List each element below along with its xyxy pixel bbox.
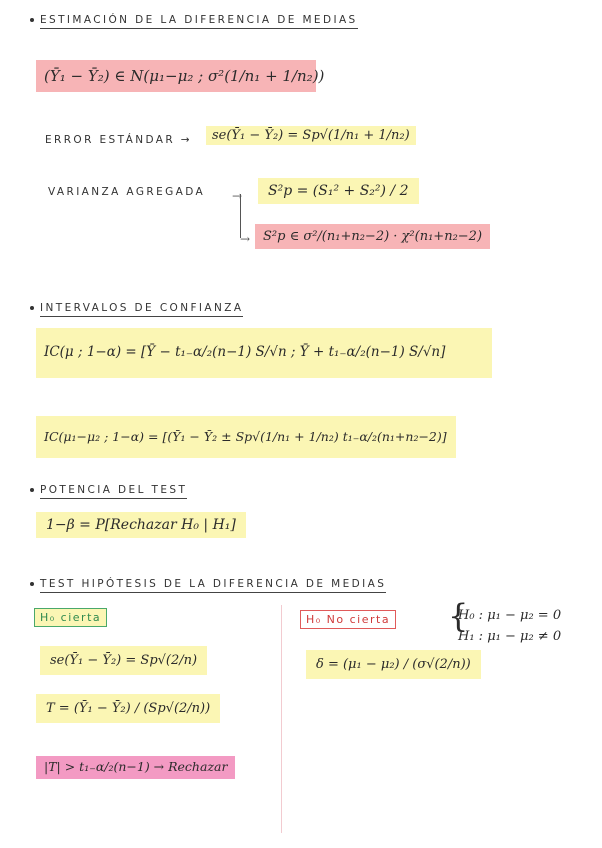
formula-t: T = (Ȳ₁ − Ȳ₂) / (Sp√(2/n)): [36, 694, 220, 723]
section-heading-intervalos: INTERVALOS DE CONFIANZA: [30, 302, 243, 314]
bullet-icon: [30, 18, 34, 22]
hipotesis-block: [448, 597, 562, 648]
column-divider: [281, 605, 282, 833]
formula-potencia: 1−β = P[Rechazar H₀ | H₁]: [36, 512, 246, 538]
formula-sp-distribucion: S²p ∈ σ²/(n₁+n₂−2) · χ²(n₁+n₂−2): [255, 224, 490, 249]
formula-se-test: se(Ȳ₁ − Ȳ₂) = Sp√(2/n): [40, 646, 207, 675]
section-heading-test: TEST HIPÓTESIS DE LA DIFERENCIA DE MEDIAS: [30, 578, 386, 590]
brace-icon: {: [448, 597, 469, 635]
hipotesis-h0: H₀ : μ₁ − μ₂ = 0: [458, 608, 562, 623]
formula-ic-diferencia: [36, 416, 456, 458]
label-h0-no-cierta: H₀ No cierta: [300, 610, 396, 629]
formula-delta: δ = (μ₁ − μ₂) / (σ√(2/n)): [306, 650, 481, 679]
label-error-estandar: ERROR ESTÁNDAR →: [45, 134, 192, 146]
bullet-icon: [30, 488, 34, 492]
label-varianza-agregada: VARIANZA AGREGADA: [48, 186, 206, 198]
formula-ic-media: [36, 328, 492, 378]
section-heading-potencia: POTENCIA DEL TEST: [30, 484, 187, 496]
formula-distribucion: [36, 60, 325, 92]
formula-ic-diferencia-text: IC(μ₁−μ₂ ; 1−α) = [(Ȳ₁ − Ȳ₂ ± Sp√(1/n₁ + 1/n₂) t₁₋α/₂(n₁+n₂−2)]: [44, 428, 447, 444]
formula-error-estandar: se(Ȳ₁ − Ȳ₂) = Sp√(1/n₁ + 1/n₂): [206, 126, 416, 145]
bullet-icon: [30, 582, 34, 586]
arrow-right-icon: →: [232, 189, 243, 203]
hipotesis-h1: H₁ : μ₁ − μ₂ ≠ 0: [458, 628, 562, 644]
label-h0-cierta: H₀ cierta: [34, 608, 107, 627]
formula-ic-media-text: IC(μ ; 1−α) = [Ȳ − t₁₋α/₂(n−1) S/√n ; Ȳ + t₁₋α/₂(n−1) S/√n]: [44, 344, 446, 361]
formula-sp: S²p = (S₁² + S₂²) / 2: [258, 178, 419, 204]
formula-distribucion-text: (Ȳ₁ − Ȳ₂) ∈ N(μ₁−μ₂ ; σ²(1/n₁ + 1/n₂)): [44, 66, 325, 85]
arrow-right-icon: →: [240, 232, 251, 246]
bullet-icon: [30, 306, 34, 310]
formula-rechazo: |T| > t₁₋α/₂(n−1) → Rechazar: [36, 756, 235, 779]
section-heading-estimacion: ESTIMACIÓN DE LA DIFERENCIA DE MEDIAS: [30, 14, 358, 26]
